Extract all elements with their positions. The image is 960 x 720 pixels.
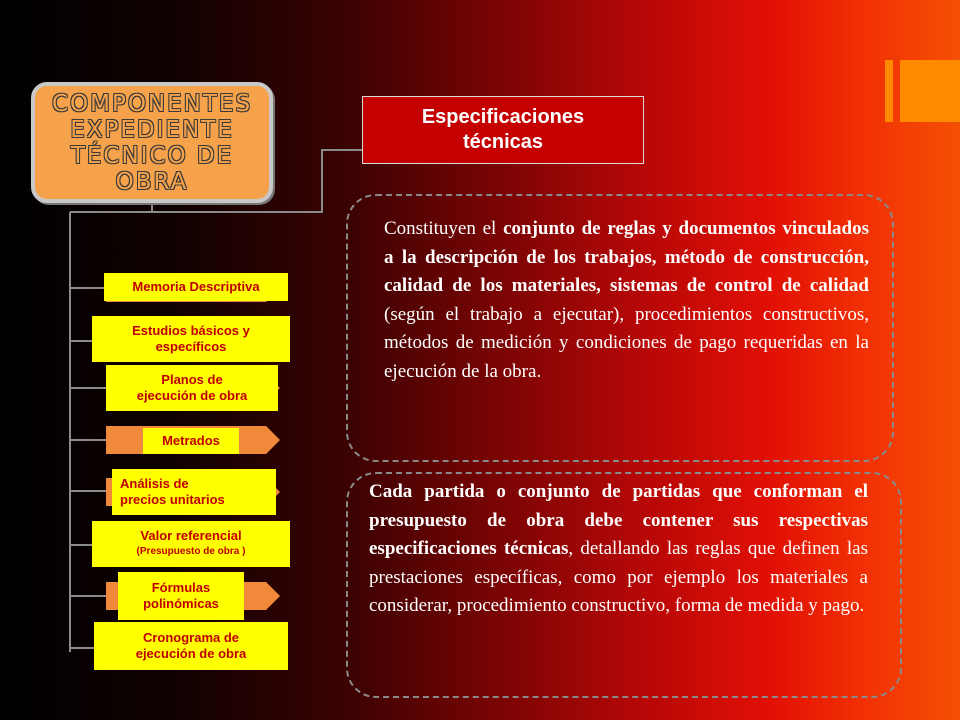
definition-paragraph: Constituyen el conjunto de reglas y documentos vinculados a la descripción de los trabajos, método de construcción, calidad de los materiales, sistemas de control de calidad (según el trabajo a ejecutar), procedimientos constructivos, métodos de medición y condiciones de pago requeridas en la ejecución de la obra. — [384, 218, 869, 382]
component-text: Memoria Descriptiva — [132, 279, 260, 294]
component-text: Valor referencial — [140, 528, 242, 543]
component-text: Análisis de precios unitarios — [120, 476, 225, 507]
component-label — [143, 428, 239, 454]
title-box — [31, 82, 273, 203]
spec-title: Especificaciones técnicas — [421, 106, 585, 153]
component-text: Estudios básicos y específicos — [132, 323, 250, 354]
component-subtext: (Presupuesto de obra ) — [136, 546, 246, 557]
component-label — [112, 469, 276, 515]
components-title: COMPONENTES EXPEDIENTE TÉCNICO DE OBRA — [51, 90, 253, 195]
component-text: Fórmulas polinómicas — [143, 580, 219, 611]
spec-title-box — [362, 96, 644, 164]
component-label — [92, 316, 290, 362]
component-text: Metrados — [162, 433, 220, 448]
component-label — [118, 572, 244, 620]
component-text: Planos de ejecución de obra — [136, 372, 248, 403]
component-label — [94, 622, 288, 670]
component-label — [104, 273, 288, 301]
component-label — [106, 365, 278, 411]
requirement-paragraph: Cada partida o conjunto de partidas que conforman el presupuesto de obra debe contener sus respectivas especificaciones técnicas, detallando las reglas que definen las prestaciones específicas, como por ejemplo los materiales a considerar, procedimiento constructivo, forma de medida y pago. — [369, 481, 868, 617]
component-text: Cronograma de ejecución de obra — [135, 630, 247, 661]
component-label — [92, 521, 290, 567]
